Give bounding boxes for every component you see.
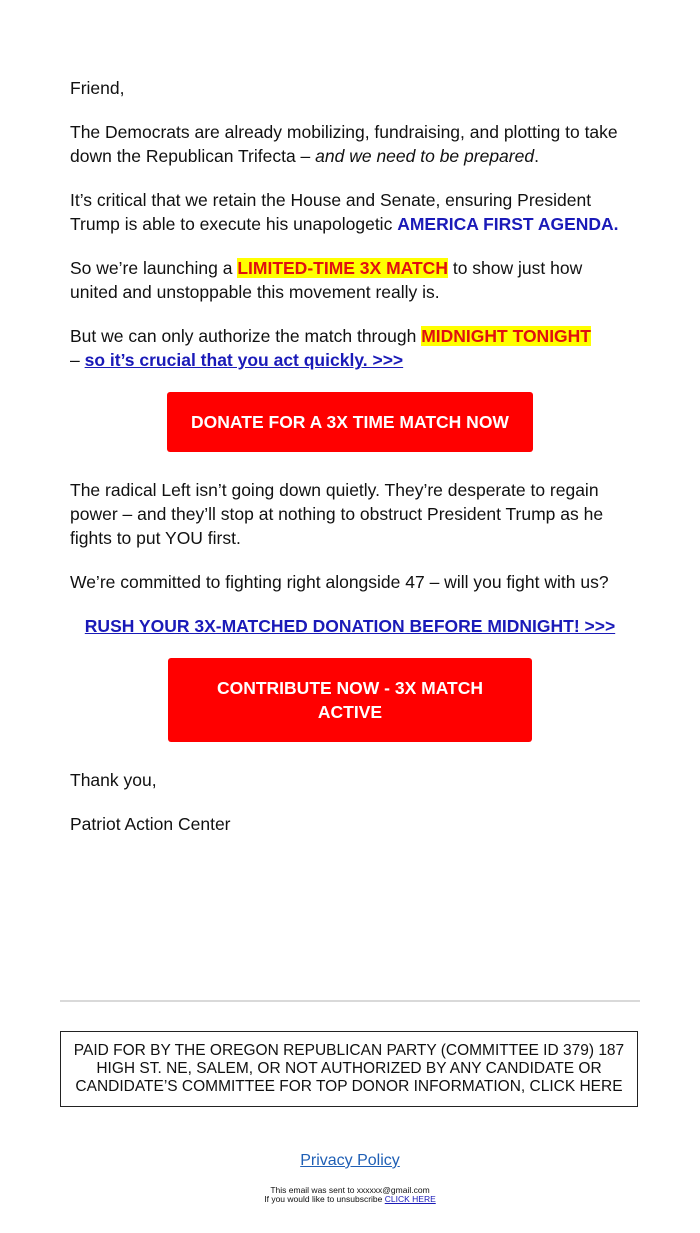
footer-divider bbox=[60, 1000, 640, 1002]
sent-to-text: This email was sent to xxxxxx@gmail.com bbox=[270, 1185, 430, 1195]
paid-for-disclaimer[interactable]: PAID FOR BY THE OREGON REPUBLICAN PARTY (COMMITTEE ID 379) 187 HIGH ST. NE, SALEM, OR NOT AUTHORIZED BY ANY CANDIDATE OR CANDIDATE’S COMMITTEE FOR TOP DONOR INFORMATION, CLICK HERE bbox=[60, 1031, 638, 1107]
paragraph-launching-text: So we’re launching a bbox=[70, 258, 238, 278]
prepared-emphasis: and we need to be prepared bbox=[315, 146, 535, 166]
paragraph-launching bbox=[70, 256, 630, 304]
paragraph-end: . bbox=[613, 214, 619, 234]
greeting: Friend, bbox=[70, 78, 125, 98]
signature: Patriot Action Center bbox=[70, 814, 231, 834]
america-first-agenda: AMERICA FIRST AGENDA bbox=[397, 214, 614, 234]
midnight-tonight-highlight: MIDNIGHT TONIGHT bbox=[421, 326, 591, 346]
paragraph-radical-left: The radical Left isn’t going down quietly. They’re desperate to regain power – and they’ll stop at nothing to obstruct President Trump as he fights to put YOU first. bbox=[70, 480, 604, 548]
donate-button-wrap bbox=[70, 392, 630, 452]
unsubscribe-link[interactable]: CLICK HERE bbox=[384, 1194, 436, 1204]
paragraph-end: . bbox=[534, 146, 539, 166]
paragraph-committed: We’re committed to fighting right alongside 47 – will you fight with us? bbox=[70, 572, 609, 592]
paragraph-democrats bbox=[70, 120, 630, 168]
email-body bbox=[70, 76, 630, 856]
act-quickly-link[interactable]: so it’s crucial that you act quickly. >>> bbox=[84, 350, 404, 370]
paragraph-critical bbox=[70, 188, 630, 236]
dash: – bbox=[70, 350, 85, 370]
paragraph-midnight-text: But we can only authorize the match through bbox=[70, 326, 422, 346]
limited-time-match-highlight: LIMITED-TIME 3X MATCH bbox=[237, 258, 448, 278]
privacy-policy-wrap bbox=[0, 1152, 700, 1170]
paragraph-democrats-text: The Democrats are already mobilizing, fundraising, and plotting to take down the Republican Trifecta – bbox=[70, 122, 618, 166]
fine-print bbox=[0, 1186, 700, 1204]
paragraph-critical-text: It’s critical that we retain the House and Senate, ensuring President Trump is able to execute his unapologetic bbox=[70, 190, 592, 234]
paragraph-midnight bbox=[70, 324, 630, 372]
unsubscribe-line bbox=[0, 1195, 700, 1204]
donate-3x-match-button[interactable]: DONATE FOR A 3X TIME MATCH NOW bbox=[167, 392, 533, 452]
unsubscribe-text: If you would like to unsubscribe bbox=[264, 1194, 385, 1204]
rush-link-wrap bbox=[70, 614, 630, 638]
rush-donation-link[interactable]: RUSH YOUR 3X-MATCHED DONATION BEFORE MIDNIGHT! >>> bbox=[84, 616, 616, 636]
paragraph-launching-text-end: to show just how united and unstoppable this movement really is. bbox=[70, 258, 583, 302]
privacy-policy-link[interactable]: Privacy Policy bbox=[300, 1152, 400, 1169]
contribute-now-button[interactable]: CONTRIBUTE NOW - 3X MATCH ACTIVE bbox=[168, 658, 532, 742]
contribute-button-wrap bbox=[70, 658, 630, 742]
signoff: Thank you, bbox=[70, 770, 157, 790]
